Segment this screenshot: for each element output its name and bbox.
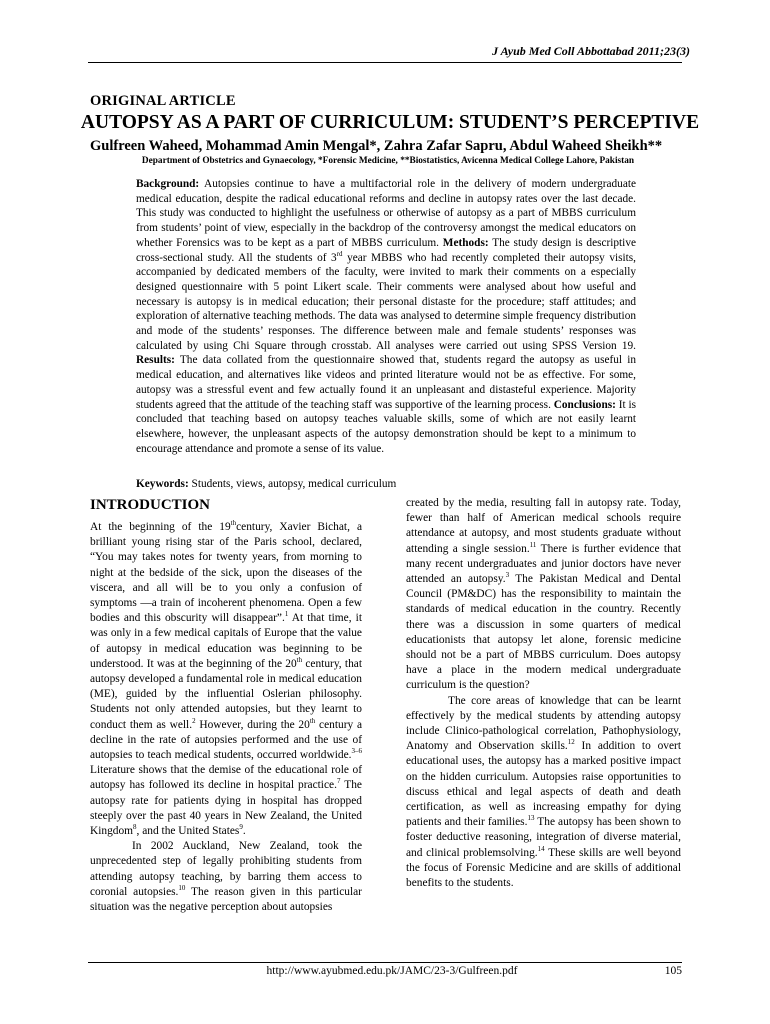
keywords-text: Students, views, autopsy, medical curriculum	[188, 478, 397, 490]
intro-paragraph-1: At the beginning of the 19thcentury, Xavier Bichat, a brilliant young rising star of the Paris school, declared, “You may takes notes for twenty years, from morning to night at the bedside of the sick, upon the diseases of the viscera, and all will be to you only a confusion of symptoms —a train of incoherent phenomena. Open a few bodies and this obscurity will disappear”.$^1$ At that time, it was only in a few medical capitals of Europe that the value of autopsy in medical education was beginning to be understood. It was at the beginning of the 20th century, that autopsy developed a fundamental role in medical education (ME), guided by the influential Oslerian philosophy. Students not only attended autopsies, but they learnt to conduct them as well.$^2$ However, during the 20th century a decline in the rate of autopsies performed and the use of autopsies to teach medical students, occurred worldwide.$^{3-6}$ Literature shows that the demise of the educational role of autopsy has followed its decline in hospital practice.$^7$ The autopsy rate for patients dying in hospital has dropped steeply over the past 40 years in New Zealand, the United Kingdom$^8$, and the United States$^9$.	[90, 519, 363, 838]
methods-text: year MBBS who had recently completed their autopsy visits, accompanied by dedicated members of the faculty, were invited to mark their comments on a especially designed questionnaire with 5 point Likert scale. Their comments were analysed about how useful and necessary is autopsy is in medical education; their personal distaste for the procedure; staff attitudes; and exploration of alternative teaching methods. The data was analysed to determine simple frequency distribution and mode of the students’ responses. The difference between male and female students’ responses was calculated by using Chi Square through crosstab. All analyses were carried out using SPSS Version 19.	[136, 251, 636, 352]
conclusions-label: Conclusions:	[553, 398, 616, 411]
author-list: Gulfreen Waheed, Mohammad Amin Mengal*, Zahra Zafar Sapru, Abdul Waheed Sheikh**	[90, 138, 663, 154]
section-heading: INTRODUCTION	[90, 497, 211, 513]
superscript: rd	[336, 249, 343, 258]
affiliation: Department of Obstetrics and Gynaecology, *Forensic Medicine, **Biostatistics, Avicenna Medical College Lahore, Pakistan	[141, 156, 635, 166]
footer-url[interactable]: http://www.ayubmed.edu.pk/JAMC/23-3/Gulfreen.pdf	[266, 965, 518, 977]
intro-paragraph-2-continued: created by the media, resulting fall in autopsy rate. Today, fewer than half of American medical schools require attendance at autopsy, and most students graduate without attending a single session.$^{11}$ There is further evidence that many recent undergraduates and junior doctors have never attended an autopsy.$^3$ The Pakistan Medical and Dental Council (PM&DC) has the responsibility to maintain the standards of medical education in the country. Recently there was a discussion in some quarters of medical educationists that autopsy let alone, forensic medicine should not be a part of MBBS curriculum. Does autopsy have a place in the modern medical undergraduate curriculum is the question?	[406, 497, 682, 692]
results-text: The data collated from the questionnaire showed that, students regard the autopsy as useful in medical education, and alternatives like videos and printed literature would not be as effective. For some, autopsy was a stressful event and few actually found it an unpleasant and distasteful experience. Majority students agreed that the attitude of the teaching staff was supportive of the learning process.	[136, 354, 636, 411]
journal-citation: J Ayub Med Coll Abbottabad 2011;23(3)	[492, 44, 690, 58]
background-text: Autopsies continue to have a multifactorial role in the delivery of modern undergraduate medical education, despite the radical educational reforms and decline in autopsy rates over the last decade. This study was conducted to highlight the usefulness or otherwise of autopsy as a part of MBBS curriculum from students’ point of view, especially in the backdrop of the controversy amongst the medical educators on whether Forensics was to be kept as a part of MBBS curriculum.	[136, 178, 636, 249]
background-label: Background:	[136, 178, 200, 190]
intro-paragraph-3: The core areas of knowledge that can be learnt effectively by the medical students by attending autopsy include Clinico-pathological correlation, Pathophysiology, Anatomy and Observation skills.$^{12}$ In addition to overt educational uses, the autopsy has a marked positive impact on the hidden curriculum. Autopsies raise opportunities to discuss ethical and legal aspects of death and death certification, as well as increasing empathy for dying patients and their families.$^{13}$ The autopsy has been shown to foster deductive reasoning, integration of diverse material, and clinical problemsolving.$^{14}$ These skills are well beyond the focus of Forensic Medicine and are skills of additional benefits to the students.	[406, 694, 682, 890]
footer-rule	[88, 962, 682, 963]
page-number: 105	[664, 965, 682, 977]
right-column	[406, 496, 681, 891]
header-rule	[88, 62, 682, 63]
results-label: Results:	[136, 354, 175, 367]
methods-label: Methods:	[442, 236, 489, 249]
keywords-label: Keywords:	[136, 478, 189, 490]
left-column	[90, 496, 362, 915]
article-type: ORIGINAL ARTICLE	[90, 93, 236, 109]
intro-paragraph-2: In 2002 Auckland, New Zealand, took the unprecedented step of legally prohibiting students from attending autopsy teaching, by barring them access to coronial autopsies.$^{10}$ The reason given in this particular situation was the negative perception about autopsies	[90, 840, 362, 914]
article-title: AUTOPSY AS A PART OF CURRICULUM: STUDENT’S PERCEPTIVE	[80, 112, 700, 133]
conclusions-text: It is concluded that teaching based on autopsy teaches valuable skills, some of which are not easily learnt elsewhere, however, the unpleasant aspects of the autopsy demonstration should be kept to a minimum to encourage attendance and promote a sense of its value.	[136, 398, 636, 455]
keywords	[136, 478, 636, 490]
abstract	[136, 177, 636, 456]
methods-text: The study design is descriptive cross-sectional study. All the students of 3	[136, 236, 636, 264]
